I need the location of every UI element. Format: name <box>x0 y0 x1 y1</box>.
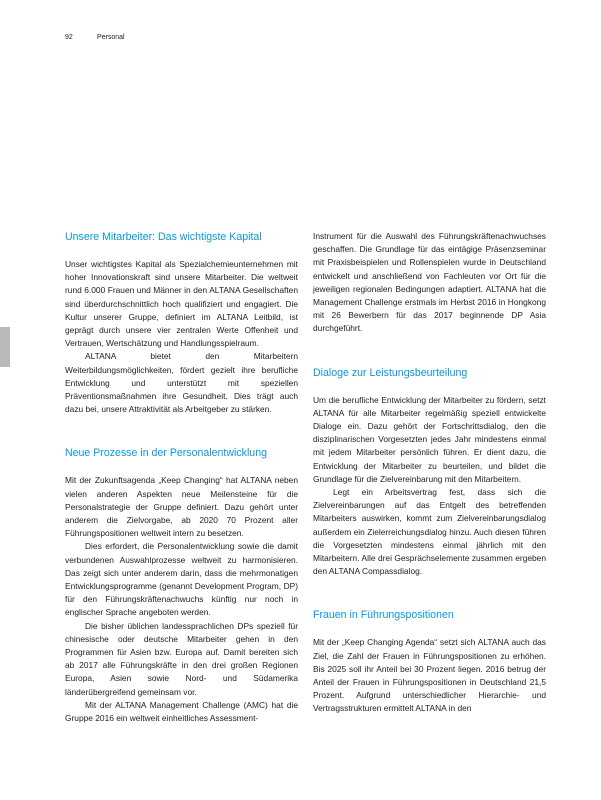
paragraph: Instrument für die Auswahl des Führungskräftenachwuchses geschaffen. Die Grundlage für das eintägige Präsenzseminar mit Praxisbeispielen und Rollenspielen wurde in Deutschland entwickelt und anschließend von Fachleuten vor Ort für die jeweiligen regionalen Bedingungen adaptiert. ALTANA hat die Management Challenge erstmals im Herbst 2016 in Hongkong mit 26 Bewerbern für das 2017 beginnende DP Asia durchgeführt. <box>313 231 546 334</box>
heading-frauen-fuehrung: Frauen in Führungspositionen <box>313 609 454 622</box>
right-column <box>313 230 546 716</box>
paragraph: Mit der Zukunftsagenda „Keep Changing“ hat ALTANA neben vielen anderen Aspekten neue Meilensteine für die Personalstrategie der Gruppe definiert. Dazu gehört unter anderem die Zielvorgabe, ab 2020 70 Prozent aller Führungspositionen weltweit intern zu besetzen. <box>65 475 298 539</box>
paragraph: ALTANA bietet den Mitarbeitern Weiterbildungsmöglichkeiten, fördert gezielt ihre berufliche Entwicklung und unterstützt mit speziellen Präventionsmaßnahmen ihre Gesundheit. Dies trägt auch dazu bei, unsere Attraktivität als Arbeitgeber zu stärken. <box>65 351 298 415</box>
chapter-tab-marker <box>0 327 10 367</box>
paragraph: Um die berufliche Entwicklung der Mitarbeiter zu fördern, setzt ALTANA für alle Mitarbeiter regelmäßig speziell entwickelte Dialoge ein. Dazu gehört der Fortschrittsdialog, den die disziplinarischen Vorgesetzten jedes Jahr mindestens einmal mit jedem Mitarbeiter persönlich führen. Er dient dazu, die Entwicklung der Mitarbeiter zu beurteilen, und bildet die Grundlage für die Zielvereinbarung mit den Mitarbeitern. <box>313 394 546 484</box>
paragraph: Dies erfordert, die Personalentwicklung sowie die damit verbundenen Auswahlprozesse weltweit zu harmonisieren. Das zeigt sich unter anderem darin, dass die mehrmonatigen Entwicklungsprogramme (genannt Development Program, DP) für den Führungskräftenachwuchs künftig nur noch in englischer Sprache angeboten werden. <box>65 541 298 618</box>
left-column <box>65 230 298 725</box>
heading-personalentwicklung: Neue Prozesse in der Personalentwicklung <box>65 447 267 460</box>
paragraph: Legt ein Arbeitsvertrag fest, dass sich die Zielvereinbarungen auf das Entgelt des betreffenden Mitarbeiters auswirken, kommt zum Zielvereinbarungsdialog außerdem ein Zielerreichungsdialog hinzu. Auch diesen führen die Vorgesetzten mindestens einmal jährlich mit den Mitarbeitern. Alle drei Gesprächselemente zusammen ergeben den ALTANA Compassdialog. <box>313 487 546 577</box>
heading-leistungsbeurteilung: Dialoge zur Leistungsbeurteilung <box>313 366 468 379</box>
paragraph: Mit der ALTANA Management Challenge (AMC) hat die Gruppe 2016 ein weltweit einheitliches Assessment- <box>65 699 298 724</box>
section-title: Personal <box>96 34 125 41</box>
page-number: 92 <box>65 34 73 41</box>
paragraph: Unser wichtigstes Kapital als Spezialchemieunternehmen mit hoher Innovationskraft sind unsere Mitarbeiter. Die weltweit rund 6.000 Frauen und Männer in den ALTANA Gesellschaften sind überdurchschnittlich hoch qualifiziert und engagiert. Die Kultur unserer Gruppe, definiert im ALTANA Leitbild, ist geprägt durch unsere vier zentralen Werte Offenheit und Vertrauen, Wertschätzung und Handlungsspielraum. <box>65 259 298 349</box>
paragraph: Mit der „Keep Changing Agenda“ setzt sich ALTANA auch das Ziel, die Zahl der Frauen in Führungspositionen zu erhöhen. Bis 2025 soll ihr Anteil bei 30 Prozent liegen. 2016 betrug der Anteil der Frauen in Führungspositionen in Deutschland 21,5 Prozent. Aufgrund unterschiedlicher Hierarchie- und Vertragsstrukturen ermittelt ALTANA in den <box>313 637 546 714</box>
heading-mitarbeiter: Unsere Mitarbeiter: Das wichtigste Kapital <box>65 231 262 243</box>
page-header <box>65 34 125 41</box>
paragraph: Die bisher üblichen landessprachlichen DPs speziell für chinesische oder deutsche Mitarbeiter gehen in den Programmen für Asien bzw. Europa auf. Damit bereiten sich ab 2017 alle Führungskräfte in den drei großen Regionen Europa, Asien sowie Nord- und Südamerika länderübergreifend gemeinsam vor. <box>65 620 298 697</box>
